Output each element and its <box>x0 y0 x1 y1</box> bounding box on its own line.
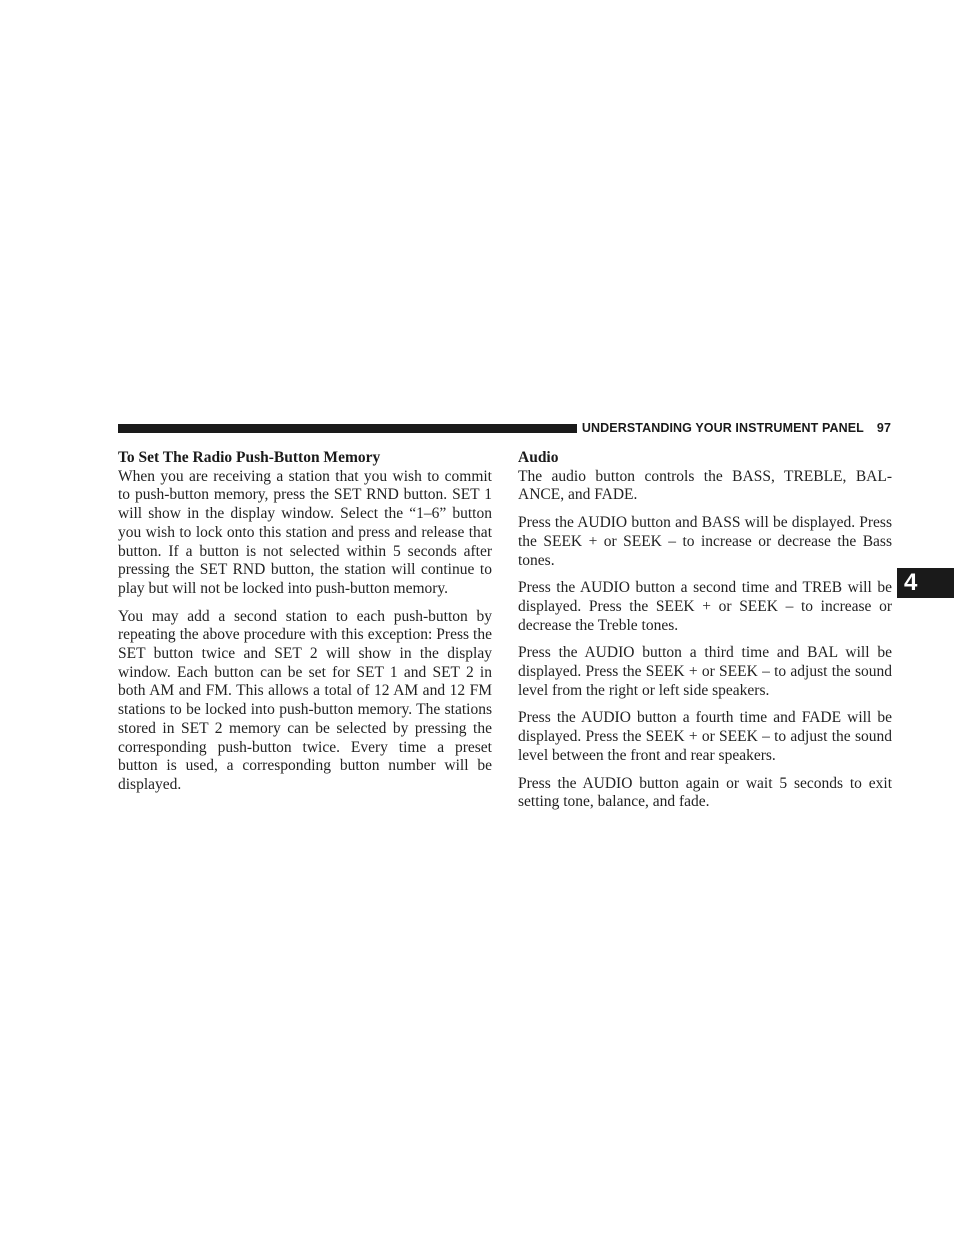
heading-audio: Audio <box>518 449 559 466</box>
paragraph: Press the AUDIO button again or wait 5 seconds to exit setting tone, balance, and fade. <box>518 774 892 811</box>
right-column <box>518 449 892 821</box>
page-number: 97 <box>876 421 891 435</box>
running-header <box>581 420 891 436</box>
left-column <box>118 449 492 804</box>
paragraph: Press the AUDIO button and BASS will be displayed. Press the SEEK + or SEEK – to increase or decrease the Bass tones. <box>518 514 892 569</box>
paragraph: Press the AUDIO button a third time and BAL will be displayed. Press the SEEK + or SEEK – to adjust the sound level from the right or left side speakers. <box>518 644 892 699</box>
paragraph: Press the AUDIO button a fourth time and FADE will be displayed. Press the SEEK + or SEEK – to adjust the sound level between the front and rear speakers. <box>518 709 892 764</box>
chapter-tab: 4 <box>897 568 954 598</box>
header-rule <box>118 424 577 433</box>
heading-push-button-memory: To Set The Radio Push-Button Memory <box>118 449 381 466</box>
paragraph: You may add a second station to each push-button by repeating the above procedure with this exception: Press the SET button twice and SET 2 will show in the display window. Each button can be set for SET 1 and SET 2 in both AM and FM. This allows a total of 12 AM and 12 FM stations to be locked into push-button memory. The stations stored in SET 2 memory can be selected by pressing the corresponding push-button twice. Every time a preset button is used, a corresponding button number will be displayed. <box>118 607 492 793</box>
paragraph: The audio button controls the BASS, TREBLE, BAL-ANCE, and FADE. <box>518 467 892 504</box>
section-title: UNDERSTANDING YOUR INSTRUMENT PANEL <box>581 421 864 435</box>
paragraph: When you are receiving a station that you wish to commit to push-button memory, press the SET RND button. SET 1 will show in the display window. Select the “1–6” button you wish to lock onto this station and press and release that button. If a button is not selected within 5 seconds after pressing the SET RND button, the station will continue to play but will not be locked into push-button memory. <box>118 467 492 597</box>
paragraph: Press the AUDIO button a second time and TREB will be displayed. Press the SEEK + or SEEK – to increase or decrease the Treble tones. <box>518 579 892 634</box>
